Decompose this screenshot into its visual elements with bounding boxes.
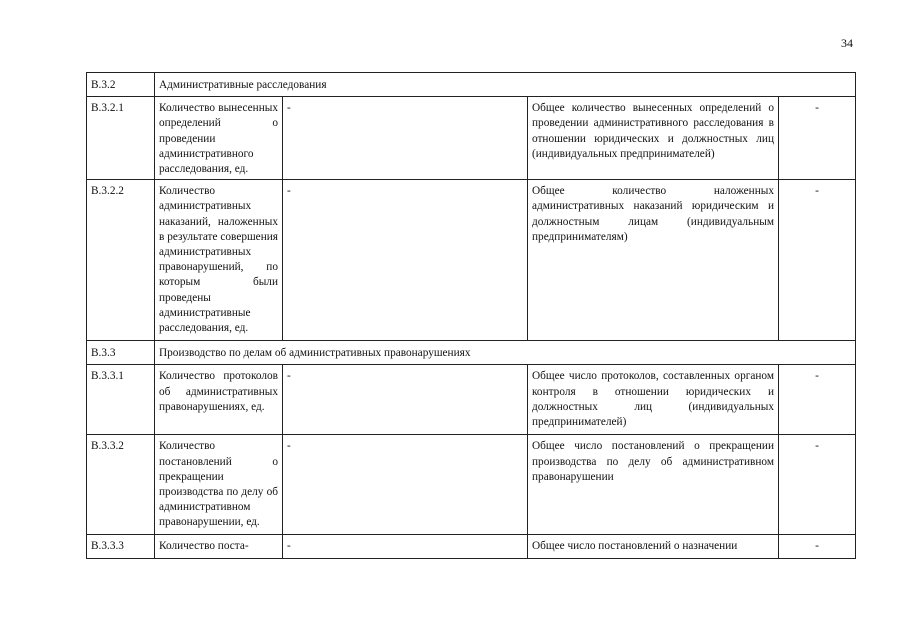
indicator-value: -: [779, 535, 856, 559]
section-code: В.3.3: [87, 341, 155, 365]
section-code: В.3.2: [87, 73, 155, 97]
indicator-value: -: [779, 180, 856, 341]
row-code: В.3.3.3: [87, 535, 155, 559]
indicator-table: [86, 72, 856, 559]
indicator-value: -: [779, 435, 856, 535]
table-row: [87, 435, 856, 535]
section-title: Административные расследования: [155, 73, 856, 97]
section-row: [87, 341, 856, 365]
indicator-source: -: [283, 365, 528, 435]
indicator-source: -: [283, 180, 528, 341]
table-row: [87, 180, 856, 341]
section-title: Производство по делам об административных правонарушениях: [155, 341, 856, 365]
page-number: 34: [841, 36, 853, 50]
table-row: [87, 365, 856, 435]
row-code: В.3.3.1: [87, 365, 155, 435]
indicator-name: Количество вынесенных определений о проведении административного расследования, ед.: [155, 97, 283, 180]
row-code: В.3.2.2: [87, 180, 155, 341]
indicator-name: Количество поста-: [155, 535, 283, 559]
row-code: В.3.2.1: [87, 97, 155, 180]
row-code: В.3.3.2: [87, 435, 155, 535]
table-row: [87, 535, 856, 559]
indicator-source: -: [283, 97, 528, 180]
indicator-description: Общее количество вынесенных определений о проведении административного расследования в отношении юридических и должностных лиц (индивидуальных предпринимателей): [528, 97, 779, 180]
indicator-description: Общее число постановлений о назначении: [528, 535, 779, 559]
section-row: [87, 73, 856, 97]
indicator-name: Количество постановлений о прекращении производства по делу об административном правонарушении, ед.: [155, 435, 283, 535]
table-row: [87, 97, 856, 180]
indicator-source: -: [283, 435, 528, 535]
indicator-value: -: [779, 365, 856, 435]
indicator-name: Количество протоколов об административных правонарушениях, ед.: [155, 365, 283, 435]
indicator-description: Общее количество наложенных административных наказаний юридическим и должностным лицам (индивидуальным предпринимателям): [528, 180, 779, 341]
indicator-source: -: [283, 535, 528, 559]
indicator-description: Общее число постановлений о прекращении производства по делу об административном правонарушении: [528, 435, 779, 535]
indicator-name: Количество административных наказаний, наложенных в результате совершения административных правонарушений, по которым были проведены административные расследования, ед.: [155, 180, 283, 341]
indicator-value: -: [779, 97, 856, 180]
indicator-description: Общее число протоколов, составленных органом контроля в отношении юридических и должностных лиц (индивидуальных предпринимателей): [528, 365, 779, 435]
